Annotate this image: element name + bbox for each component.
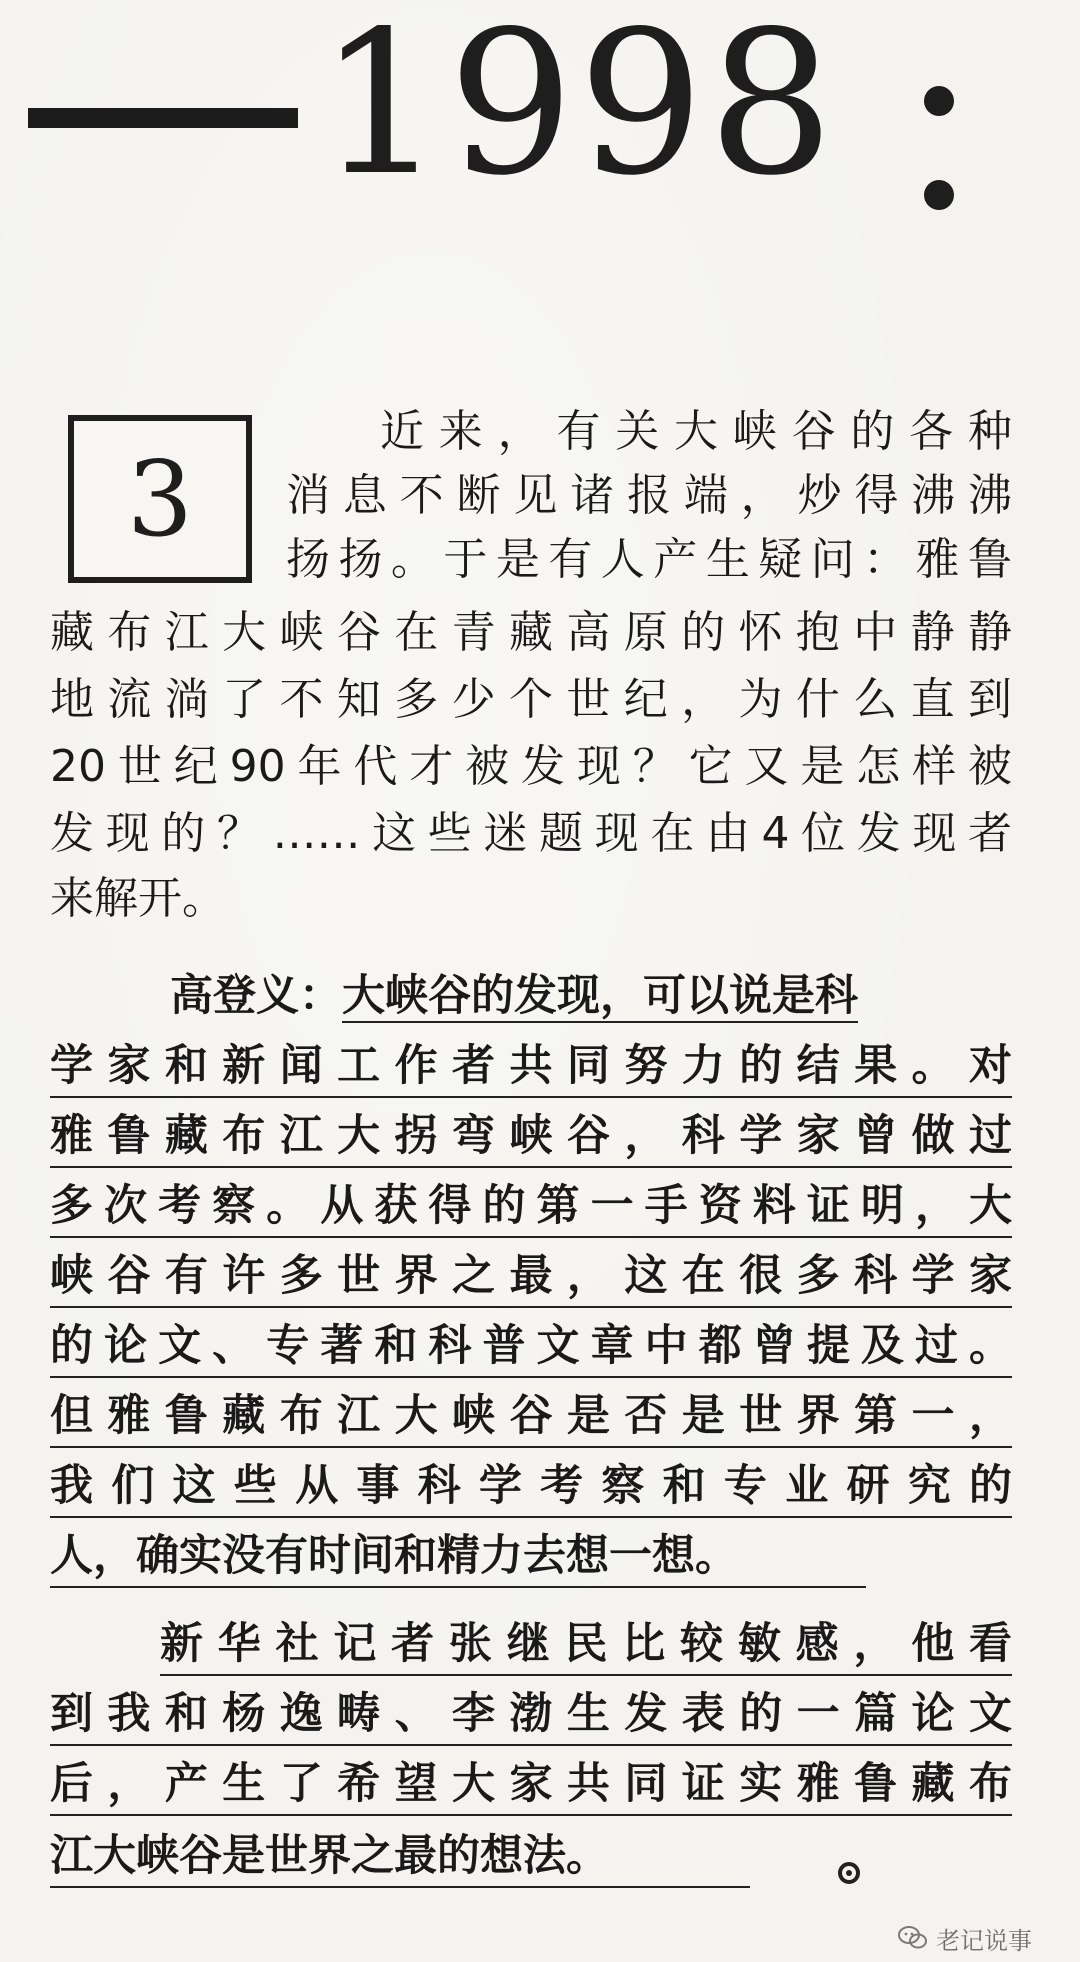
gao-line: 峡谷有许多世界之最，这在很多科学家	[50, 1246, 1012, 1308]
speaker-gao: 高登义：	[170, 971, 342, 1021]
intro-line: 发现的？……这些迷题现在由4位发现者	[50, 808, 1012, 859]
intro-line: 藏布江大峡谷在青藏高原的怀抱中静静	[50, 607, 1012, 658]
header-year: 1998	[318, 0, 838, 219]
gao-line: 我们这些从事科学考察和专业研究的	[50, 1456, 1012, 1518]
wechat-icon	[898, 1925, 928, 1951]
intro-line: 消息不断见诸报端，炒得沸沸	[286, 470, 1012, 521]
xinhua-line: 江大峡谷是世界之最的想法。	[50, 1826, 750, 1888]
intro-line: 20世纪90年代才被发现？它又是怎样被	[50, 741, 1012, 792]
gao-line: 但雅鲁藏布江大峡谷是否是世界第一，	[50, 1386, 1012, 1448]
gao-first-line	[170, 966, 1012, 1028]
header-colon	[918, 78, 958, 218]
gao-line: 大峡谷的发现，可以说是科	[342, 971, 858, 1021]
xinhua-line: 新华社记者张继民比较敏感，他看	[160, 1614, 1012, 1676]
end-mark	[838, 1862, 860, 1884]
xinhua-line: 到我和杨逸畴、李渤生发表的一篇论文	[50, 1684, 1012, 1746]
gao-line: 多次考察。从获得的第一手资料证明，大	[50, 1176, 1012, 1238]
intro-line: 扬扬。于是有人产生疑问：雅鲁	[286, 534, 1012, 585]
watermark	[898, 1920, 1032, 1956]
section-number-box	[68, 415, 252, 583]
watermark-text: 老记说事	[936, 1926, 1032, 1955]
gao-line: 人，确实没有时间和精力去想一想。	[50, 1526, 866, 1588]
gao-line: 学家和新闻工作者共同努力的结果。对	[50, 1036, 1012, 1098]
intro-line: 近来，有关大峡谷的各种	[380, 406, 1012, 457]
xinhua-line: 后，产生了希望大家共同证实雅鲁藏布	[50, 1754, 1012, 1816]
year-header	[18, 0, 1058, 219]
intro-line: 地流淌了不知多少个世纪，为什么直到	[50, 674, 1012, 725]
gao-line: 雅鲁藏布江大拐弯峡谷，科学家曾做过	[50, 1106, 1012, 1168]
section-number: 3	[126, 438, 194, 560]
intro-line: 来解开。	[50, 873, 226, 924]
header-dash	[28, 108, 298, 128]
gao-line: 的论文、专著和科普文章中都曾提及过。	[50, 1316, 1012, 1378]
